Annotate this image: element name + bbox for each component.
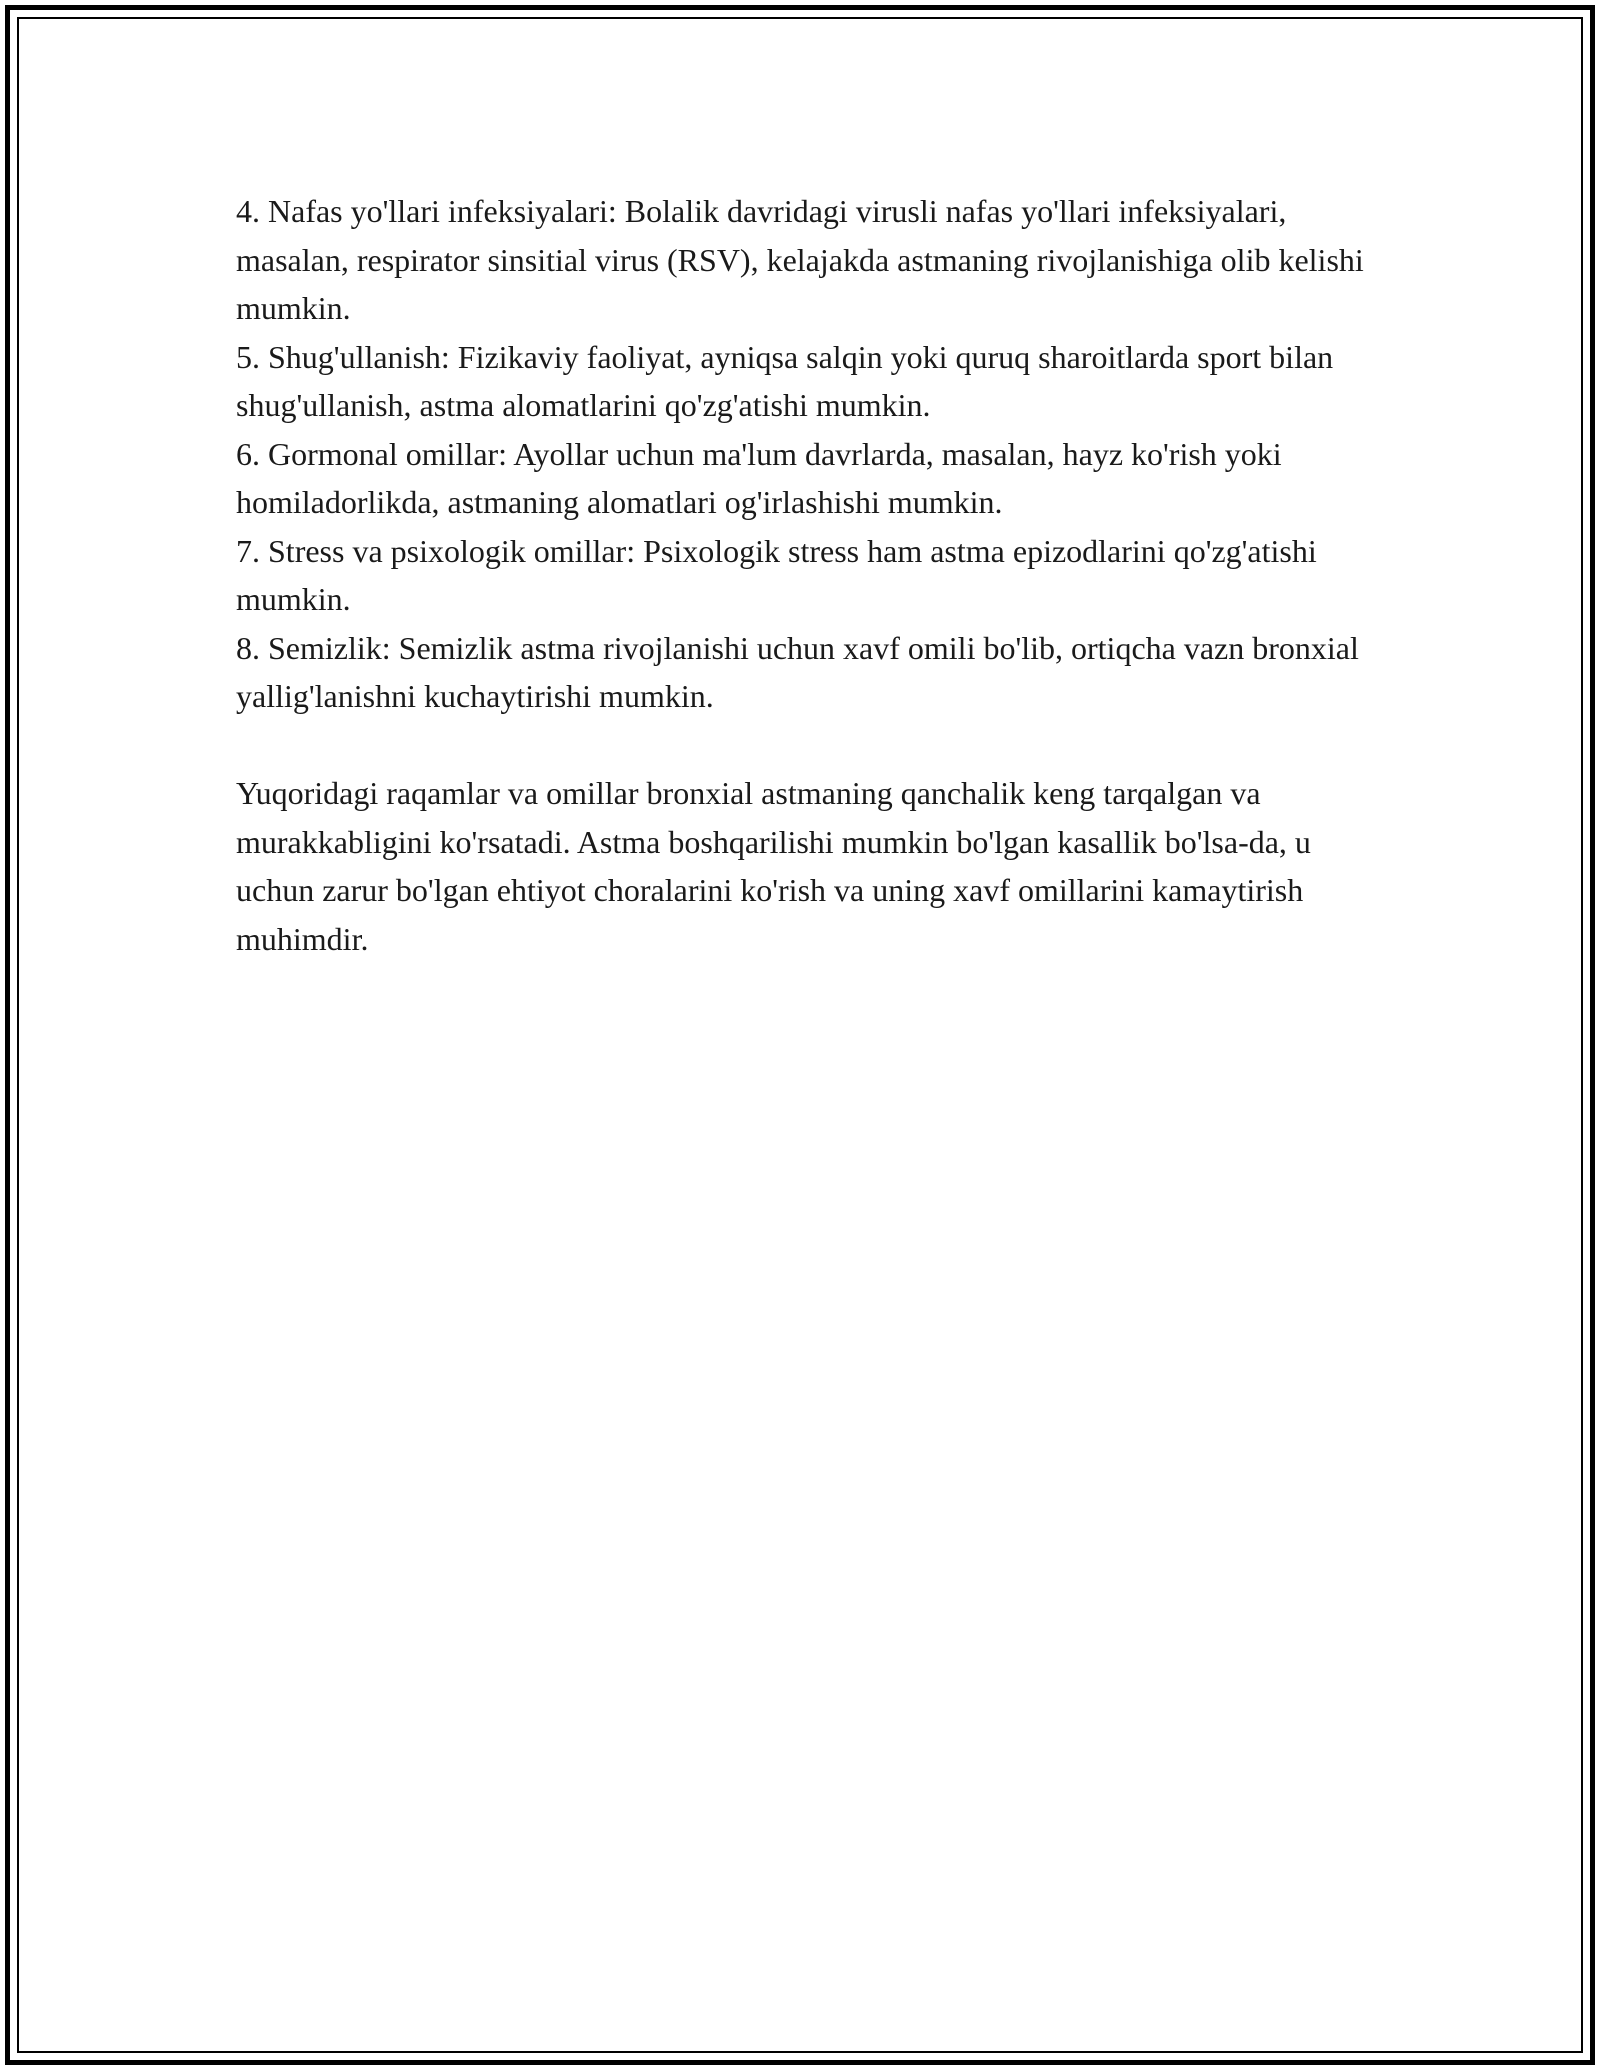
list-item-4: 4. Nafas yo'llari infeksiyalari: Bolalik davridagi virusli nafas yo'llari infeksiyalari, masalan, respirator sinsitial virus (RSV), kelajakda astmaning rivojlanishiga olib kelishi mumkin.: [236, 193, 1364, 326]
conclusion-paragraph: Yuqoridagi raqamlar va omillar bronxial astmaning qanchalik keng tarqalgan va murakkabligini ko'rsatadi. Astma boshqarilishi mumkin bo'lgan kasallik bo'lsa-da, u uchun zarur bo'lgan ehtiyot choralarini ko'rish va uning xavf omillarini kamaytirish muhimdir.: [236, 775, 1311, 957]
list-item-7: 7. Stress va psixologik omillar: Psixologik stress ham astma epizodlarini qo'zg'atishi mumkin.: [236, 532, 1317, 617]
paragraph-spacer: [236, 721, 1376, 770]
list-item-8: 8. Semizlik: Semizlik astma rivojlanishi uchun xavf omili bo'lib, ortiqcha vazn bronxial yallig'lanishni kuchaytirishi mumkin.: [236, 629, 1359, 714]
list-item-6: 6. Gormonal omillar: Ayollar uchun ma'lum davrlarda, masalan, hayz ko'rish yoki homiladorlikda, astmaning alomatlari og'irlashishi mumkin.: [236, 435, 1282, 520]
document-body: [236, 187, 1376, 963]
list-item-5: 5. Shug'ullanish: Fizikaviy faoliyat, ayniqsa salqin yoki quruq sharoitlarda sport bilan shug'ullanish, astma alomatlarini qo'zg'atishi mumkin.: [236, 338, 1334, 423]
